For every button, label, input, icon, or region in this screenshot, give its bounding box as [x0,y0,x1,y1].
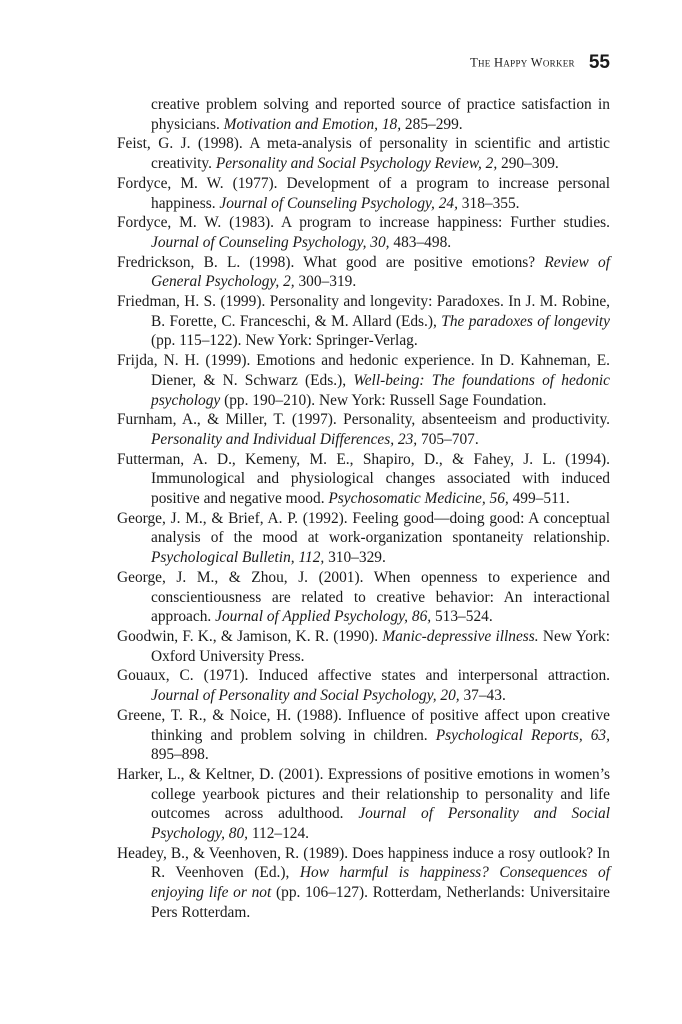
reference-source-italic: Personality and Social Psychology Review, 2, [215,155,498,173]
reference-text: 290–309. [497,155,559,173]
running-title: The Happy Worker [470,55,575,70]
reference-text: Greene, T. R., & Noice, H. (1988). Influence of positive affect upon creative thinking and problem solving in children. [117,706,610,744]
reference-source-italic: Psychosomatic Medicine, 56, [328,490,509,508]
reference-text: 705–707. [417,430,479,448]
reference-text: 318–355. [457,194,520,212]
reference-text: Futterman, A. D., Kemeny, M. E., Shapiro, D., & Fahey, J. L. (1994). Immunological and physiological changes associated with induced positive and negative mood. [117,450,610,508]
reference-entry [117,844,610,923]
reference-text: Frijda, N. H. (1999). Emotions and hedonic experience. In D. Kahneman, E. Diener, & N. Schwarz (Eds.), [117,352,610,389]
reference-text: 300–319. [294,273,357,291]
reference-text: Fordyce, M. W. (1983). A program to increase happiness: Further studies. [117,214,610,232]
reference-list [117,95,610,923]
reference-text: creative problem solving and reported source of practice satisfaction in physicians. [151,96,610,133]
reference-text: Furnham, A., & Miller, T. (1997). Personality, absenteeism and productivity. [117,411,610,429]
reference-text: New York: Oxford University Press. [151,627,610,665]
reference-text: 37–43. [459,687,506,705]
reference-text: (pp. 115–122). New York: Springer-Verlag. [151,332,418,350]
reference-text: 895–898. [151,746,209,764]
reference-text: Fredrickson, B. L. (1998). What good are positive emotions? [117,253,545,271]
reference-text: Harker, L., & Keltner, D. (2001). Expressions of positive emotions in women’s college yearbook pictures and their relationship to personality and life outcomes across adulthood. [117,765,610,823]
page-header [0,52,610,74]
reference-source-italic: Review of General Psychology, 2, [151,253,610,291]
reference-entry [117,706,610,765]
reference-text: 285–299. [401,115,463,133]
reference-source-italic: Personality and Individual Differences, 23, [151,430,418,448]
reference-text: George, J. M., & Brief, A. P. (1992). Feeling good—doing good: A conceptual analysis of the mood at work-organization spontaneity relationship. [117,509,610,547]
reference-source-italic: Journal of Counseling Psychology, 24, [219,194,458,212]
reference-entry [117,253,610,292]
reference-entry [117,765,610,844]
reference-entry [117,410,610,449]
reference-entry [117,568,610,627]
reference-entry [117,95,610,134]
reference-source-italic: Well-being: The foundations of hedonic psychology [151,371,611,409]
reference-text: 310–329. [324,549,386,567]
reference-text: Fordyce, M. W. (1977). Development of a program to increase personal happiness. [117,174,610,212]
reference-text: Friedman, H. S. (1999). Personality and longevity: Paradoxes. In J. M. Robine, B. Forette, C. Franceschi, & M. Allard (Eds.), [117,293,610,330]
reference-text: 112–124. [248,825,310,843]
reference-source-italic: Psychological Reports, 63, [435,726,610,744]
reference-source-italic: Journal of Personality and Social Psychology, 20, [151,687,460,705]
reference-source-italic: Journal of Applied Psychology, 86, [215,608,432,626]
reference-text: (pp. 190–210). New York: Russell Sage Foundation. [220,391,547,409]
reference-text: 513–524. [431,608,493,626]
reference-text: Gouaux, C. (1971). Induced affective states and interpersonal attraction. [117,667,610,685]
reference-entry [117,213,610,252]
reference-source-italic: Motivation and Emotion, 18, [223,115,402,133]
reference-text: George, J. M., & Zhou, J. (2001). When openness to experience and conscientiousness are related to creative behavior: An interactional approach. [117,568,610,626]
reference-entry [117,292,610,351]
reference-text: Headey, B., & Veenhoven, R. (1989). Does happiness induce a rosy outlook? In R. Veenhoven (Ed.), [117,844,610,882]
reference-text: (pp. 106–127). Rotterdam, Netherlands: Universitaire Pers Rotterdam. [151,884,610,921]
reference-entry [117,509,610,568]
reference-entry [117,627,610,666]
page-number: 55 [588,52,610,73]
reference-entry [117,134,610,173]
reference-text: Feist, G. J. (1998). A meta-analysis of personality in scientific and artistic creativity. [117,135,610,173]
reference-entry [117,174,610,213]
reference-source-italic: Journal of Personality and Social Psychology, 80, [151,805,610,843]
reference-source-italic: Journal of Counseling Psychology, 30, [151,233,390,251]
reference-entry [117,450,610,509]
reference-source-italic: Psychological Bulletin, 112, [151,549,325,567]
reference-entry [117,351,610,410]
reference-text: 499–511. [508,490,570,508]
reference-text: Goodwin, F. K., & Jamison, K. R. (1990). [117,627,383,645]
reference-text: 483–498. [389,233,452,251]
reference-source-italic: How harmful is happiness? Consequences of enjoying life or not [151,864,610,902]
reference-source-italic: Manic-depressive illness. [382,627,539,645]
reference-source-italic: The paradoxes of longevity [441,312,610,330]
reference-entry [117,666,610,705]
